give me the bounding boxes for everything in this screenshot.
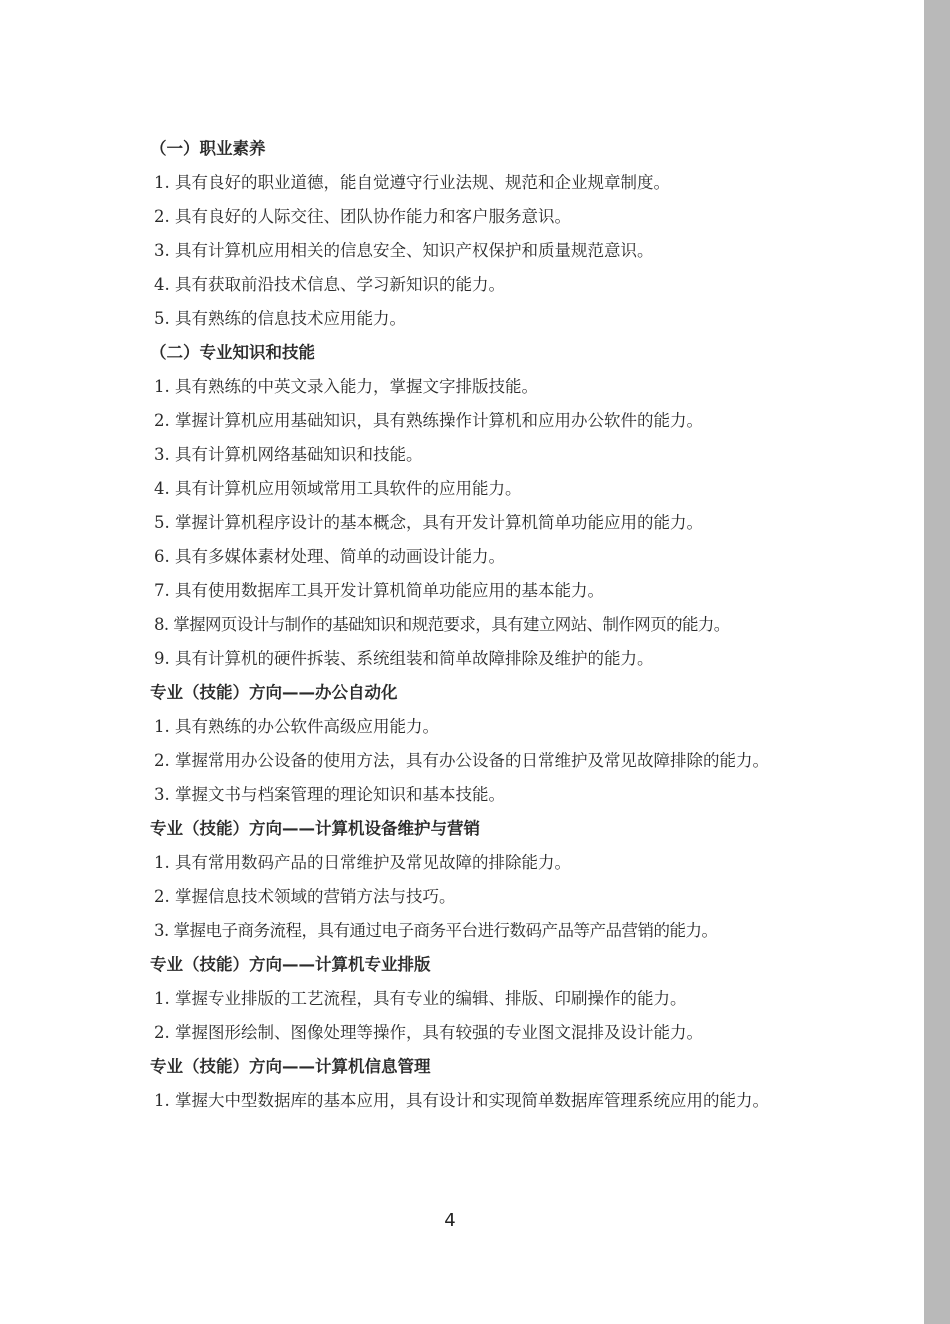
list-item: 1. 具有良好的职业道德，能自觉遵守行业法规、规范和企业规章制度。: [154, 173, 670, 192]
list-item: 2. 具有良好的人际交往、团队协作能力和客户服务意识。: [154, 207, 571, 226]
list-item: 4. 具有获取前沿技术信息、学习新知识的能力。: [154, 275, 505, 294]
list-item: 2. 掌握常用办公设备的使用方法，具有办公设备的日常维护及常见故障排除的能力。: [154, 751, 769, 770]
list-item: 7. 具有使用数据库工具开发计算机简单功能应用的基本能力。: [154, 581, 604, 600]
list-item: 9. 具有计算机的硬件拆装、系统组装和简单故障排除及维护的能力。: [154, 649, 654, 668]
list-item: 2. 掌握信息技术领域的营销方法与技巧。: [154, 887, 456, 906]
list-item: 3. 具有计算机网络基础知识和技能。: [154, 445, 423, 464]
list-item: 1. 掌握大中型数据库的基本应用，具有设计和实现简单数据库管理系统应用的能力。: [154, 1091, 769, 1110]
list-item: 1. 具有熟练的办公软件高级应用能力。: [154, 717, 439, 736]
list-item: 4. 具有计算机应用领域常用工具软件的应用能力。: [154, 479, 522, 498]
direction-heading-device-maintenance: 专业（技能）方向——计算机设备维护与营销: [150, 819, 480, 838]
list-item: 8. 掌握网页设计与制作的基础知识和规范要求，具有建立网站、制作网页的能力。: [154, 615, 730, 634]
list-item: 3. 具有计算机应用相关的信息安全、知识产权保护和质量规范意识。: [154, 241, 654, 260]
list-item: 1. 掌握专业排版的工艺流程，具有专业的编辑、排版、印刷操作的能力。: [154, 989, 687, 1008]
section-heading-knowledge-skills: （二）专业知识和技能: [150, 343, 315, 362]
list-item: 1. 具有熟练的中英文录入能力，掌握文字排版技能。: [154, 377, 538, 396]
direction-heading-office-automation: 专业（技能）方向——办公自动化: [150, 683, 398, 702]
list-item: 6. 具有多媒体素材处理、简单的动画设计能力。: [154, 547, 505, 566]
section-heading-professional-quality: （一）职业素养: [150, 139, 266, 158]
direction-heading-info-management: 专业（技能）方向——计算机信息管理: [150, 1057, 431, 1076]
direction-heading-typesetting: 专业（技能）方向——计算机专业排版: [150, 955, 431, 974]
list-item: 1. 具有常用数码产品的日常维护及常见故障的排除能力。: [154, 853, 571, 872]
list-item: 5. 具有熟练的信息技术应用能力。: [154, 309, 406, 328]
list-item: 3. 掌握电子商务流程，具有通过电子商务平台进行数码产品等产品营销的能力。: [154, 921, 718, 940]
page-content: [114, 132, 790, 1118]
list-item: 3. 掌握文书与档案管理的理论知识和基本技能。: [154, 785, 505, 804]
page-number: 4: [444, 1210, 456, 1231]
list-item: 5. 掌握计算机程序设计的基本概念，具有开发计算机简单功能应用的能力。: [154, 513, 703, 532]
list-item: 2. 掌握计算机应用基础知识，具有熟练操作计算机和应用办公软件的能力。: [154, 411, 703, 430]
scrollbar[interactable]: [924, 0, 950, 1324]
list-item: 2. 掌握图形绘制、图像处理等操作，具有较强的专业图文混排及设计能力。: [154, 1023, 703, 1042]
